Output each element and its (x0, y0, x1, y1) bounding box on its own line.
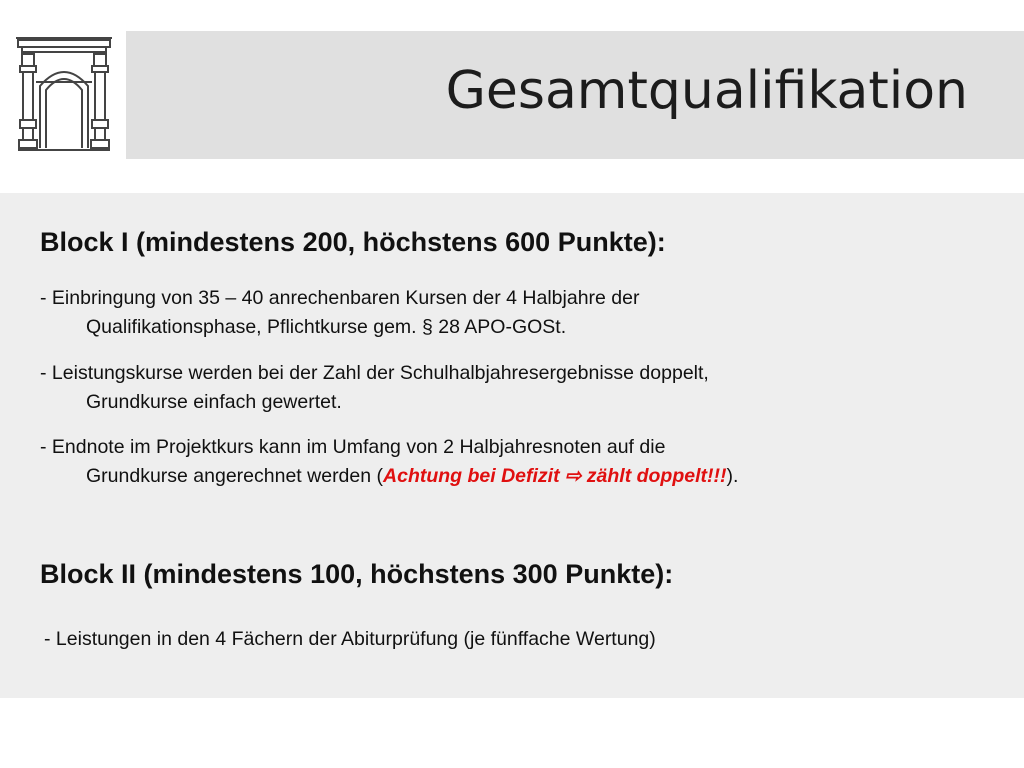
block1-heading: Block I (mindestens 200, höchstens 600 Punkte): (40, 227, 666, 257)
warning-text (383, 465, 726, 487)
bullet-prefix: - (44, 628, 56, 650)
bullet-text: Endnote im Projektkurs kann im Umfang von 2 Halbjahresnoten auf die (51, 436, 666, 458)
bullet-text-before: Grundkurse angerechnet werden ( (86, 465, 384, 487)
content-panel (0, 193, 1024, 698)
bullet-text-after: ). (726, 465, 739, 487)
bullet-text: Leistungen in den 4 Fächern der Abiturprüfung (je fünffache Wertung) (55, 628, 656, 650)
bullet-prefix: - (40, 287, 52, 309)
warning-text-part2: zählt doppelt!!! (581, 465, 727, 487)
block2-heading: Block II (mindestens 100, höchstens 300 Punkte): (40, 559, 674, 589)
bullet-text: Einbringung von 35 – 40 anrechenbaren Kursen der 4 Halbjahre der (51, 287, 640, 309)
title-bar (126, 31, 1024, 159)
block1-bullet-1 (40, 284, 640, 342)
bullet-prefix: - (40, 436, 52, 458)
page-title: Gesamtqualifikation (445, 61, 968, 121)
bullet-text-continued (40, 462, 738, 491)
right-arrow-icon: ⇨ (565, 465, 582, 487)
block2-bullet-1 (44, 625, 656, 654)
bullet-text: Leistungskurse werden bei der Zahl der Schulhalbjahresergebnisse doppelt, (51, 362, 709, 384)
bullet-text-continued: Grundkurse einfach gewertet. (86, 391, 342, 413)
block1-bullet-3 (40, 433, 738, 491)
warning-text-part1: Achtung bei Defizit (383, 465, 566, 487)
block1-bullet-2 (40, 359, 709, 417)
bullet-text-continued: Qualifikationsphase, Pflichtkurse gem. § 28 APO-GOSt. (86, 316, 567, 338)
building-portal-icon (12, 36, 116, 154)
bullet-prefix: - (40, 362, 52, 384)
